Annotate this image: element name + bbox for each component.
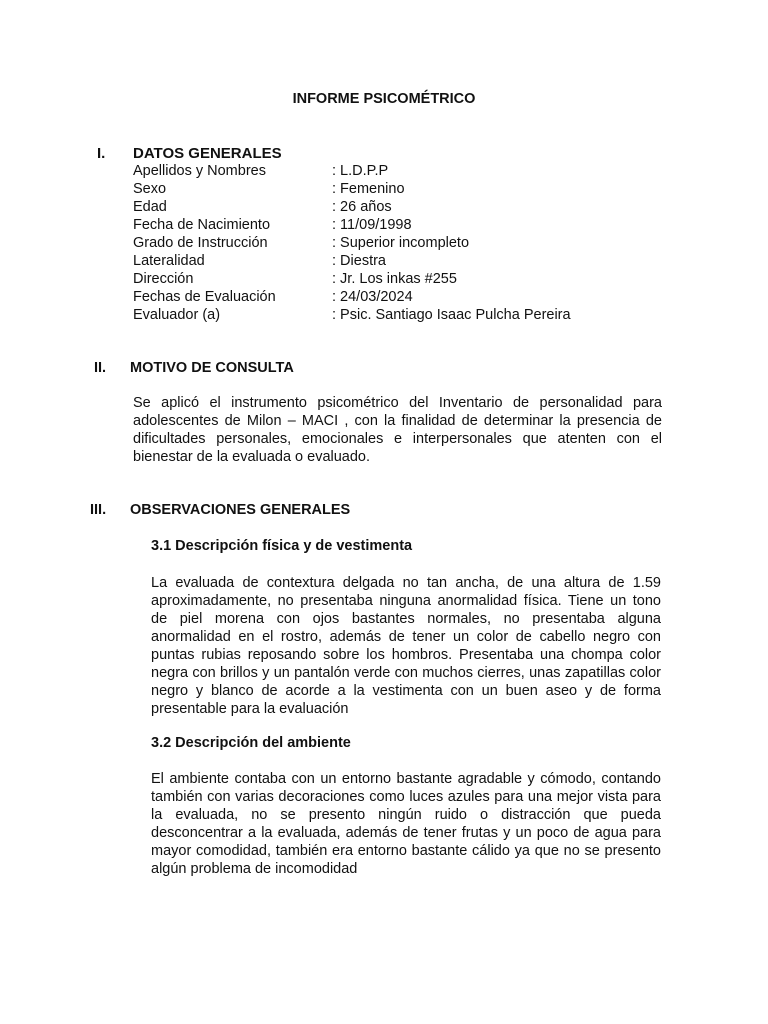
- section-1-number: I.: [97, 145, 106, 162]
- subsection-3-1-paragraph: La evaluada de contextura delgada no tan ancha, de una altura de 1.59 aproximadamente, no presentaba ninguna anormalidad física. Tiene un tono de piel morena con ojos bastantes normales, no presentaba alguna anormalidad en el rostro, además de tener un color de cabello negro con puntas rubias reposando sobre los hombros. Presentaba una chompa color negra con brillos y un pantalón verde con muchos cierres, unas zapatillas color negro y blanco de acorde a la vestimenta con un buen aseo y de forma presentable para la evaluación: [151, 575, 661, 717]
- data-value: : Femenino: [332, 181, 405, 197]
- data-row: [133, 306, 653, 324]
- data-row: [133, 198, 653, 216]
- subsection-3-2-heading: 3.2 Descripción del ambiente: [151, 735, 351, 751]
- data-label: Lateralidad: [133, 253, 205, 269]
- data-value: : 24/03/2024: [332, 289, 413, 305]
- data-label: Apellidos y Nombres: [133, 163, 266, 179]
- data-row: [133, 270, 653, 288]
- data-label: Sexo: [133, 181, 167, 197]
- data-value: : Psic. Santiago Isaac Pulcha Pereira: [332, 307, 571, 323]
- data-row: [133, 252, 653, 270]
- data-value: : Jr. Los inkas #255: [332, 271, 457, 287]
- data-row: [133, 162, 653, 180]
- section-3-heading: OBSERVACIONES GENERALES: [130, 502, 351, 518]
- data-label: Dirección: [133, 271, 194, 287]
- data-row: [133, 180, 653, 198]
- data-row: [133, 234, 653, 252]
- data-label: Fechas de Evaluación: [133, 289, 276, 305]
- data-value: : Superior incompleto: [332, 235, 470, 251]
- data-value: : 11/09/1998: [332, 217, 412, 233]
- data-label: Fecha de Nacimiento: [133, 217, 271, 233]
- section-2-heading: MOTIVO DE CONSULTA: [130, 360, 294, 376]
- data-label: Grado de Instrucción: [133, 235, 268, 251]
- document-title: INFORME PSICOMÉTRICO: [292, 91, 476, 107]
- section-2-number: II.: [94, 360, 107, 376]
- subsection-3-2-paragraph: El ambiente contaba con un entorno bastante agradable y cómodo, contando también con varias decoraciones como luces azules para una mejor vista para la evaluada, no se presento ningún ruido o distracción que pueda desconcentrar a la evaluada, además de tener frutas y un poco de agua para mayor comodidad, también era entorno bastante cálido ya que no se presento algún problema de incomodidad: [151, 771, 661, 877]
- data-value: : L.D.P.P: [332, 163, 389, 179]
- motivo-paragraph: Se aplicó el instrumento psicométrico del Inventario de personalidad para adolescentes de Milon – MACI , con la finalidad de determinar la presencia de dificultades personales, emocionales e interpersonales que atenten con el bienestar de la evaluada o evaluado.: [133, 395, 662, 465]
- data-label: Evaluador (a): [133, 307, 221, 323]
- section-3-number: III.: [90, 502, 107, 518]
- data-value: : 26 años: [332, 199, 392, 215]
- section-1-heading: DATOS GENERALES: [133, 145, 282, 162]
- data-label: Edad: [133, 199, 167, 215]
- data-row: [133, 288, 653, 306]
- data-value: : Diestra: [332, 253, 386, 269]
- data-row: [133, 216, 653, 234]
- subsection-3-1-heading: 3.1 Descripción física y de vestimenta: [151, 538, 413, 554]
